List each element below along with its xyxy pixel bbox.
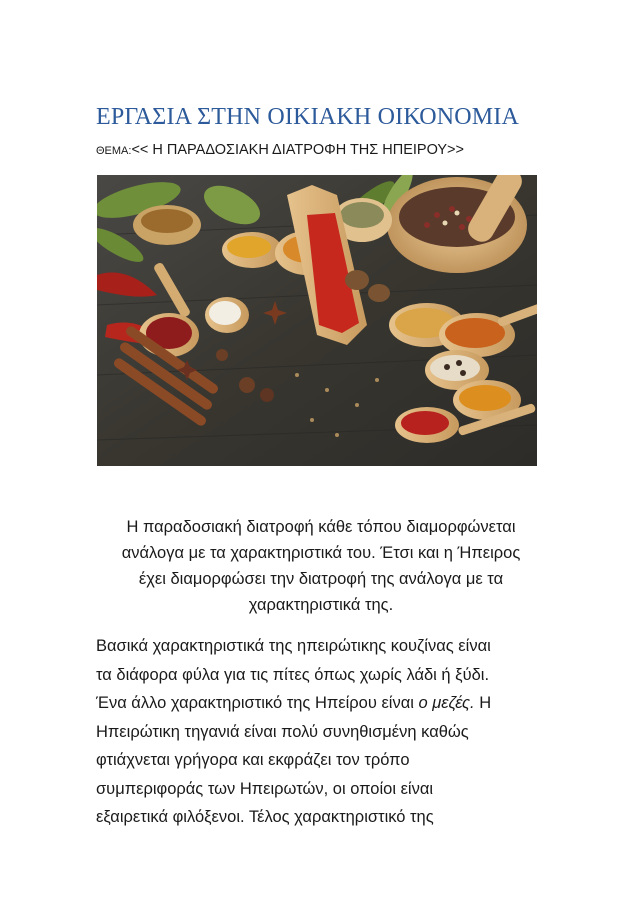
body-text-segment: Ένα άλλο χαρακτηριστικό της Ηπείρου είναι bbox=[96, 694, 419, 712]
body-line: Βασικά χαρακτηριστικά της ηπειρώτικης κουζίνας είναι bbox=[96, 637, 491, 655]
emphasis-mezes: ο μεζές. bbox=[418, 694, 475, 712]
document-title: ΕΡΓΑΣΙΑ ΣΤΗΝ ΟΙΚΙΑΚΗ ΟΙΚΟΝΟΜΙΑ bbox=[96, 104, 520, 130]
intro-paragraph bbox=[96, 514, 546, 618]
body-line-with-emphasis bbox=[96, 689, 546, 718]
body-line: τα διάφορα φύλα για τις πίτες όπως χωρίς λάδι ή ξύδι. bbox=[96, 665, 490, 684]
subject-label: ΘΕΜΑ: bbox=[96, 145, 132, 157]
intro-line: έχει διαμορφώσει την διατροφή της ανάλογα με τα bbox=[138, 570, 504, 588]
body-line: εξαιρετικά φιλόξενοι. Τέλος χαρακτηριστικό της bbox=[96, 808, 434, 826]
intro-line: Η παραδοσιακή διατροφή κάθε τόπου διαμορφώνεται bbox=[126, 518, 516, 536]
document-subject bbox=[96, 142, 464, 158]
body-line: φτιάχνεται γρήγορα και εκφράζει τον τρόπο bbox=[96, 751, 410, 769]
subject-text: << Η ΠΑΡΑΔΟΣΙΑΚΗ ΔΙΑΤΡΟΦΗ ΤΗΣ ΗΠΕΙΡΟΥ>> bbox=[131, 142, 464, 158]
intro-line: χαρακτηριστικά της. bbox=[248, 596, 394, 614]
spices-illustration bbox=[97, 175, 537, 466]
body-line: συμπεριφοράς των Ηπειρωτών, οι οποίοι είναι bbox=[96, 779, 434, 798]
intro-line: ανάλογα με τα χαρακτηριστικά του. Έτσι και η Ήπειρος bbox=[121, 544, 521, 562]
body-line: Ηπειρώτικη τηγανιά είναι πολύ συνηθισμένη καθώς bbox=[96, 722, 469, 741]
body-paragraph bbox=[96, 632, 546, 832]
body-text-segment: Η bbox=[474, 694, 492, 712]
spices-photo bbox=[97, 175, 537, 466]
